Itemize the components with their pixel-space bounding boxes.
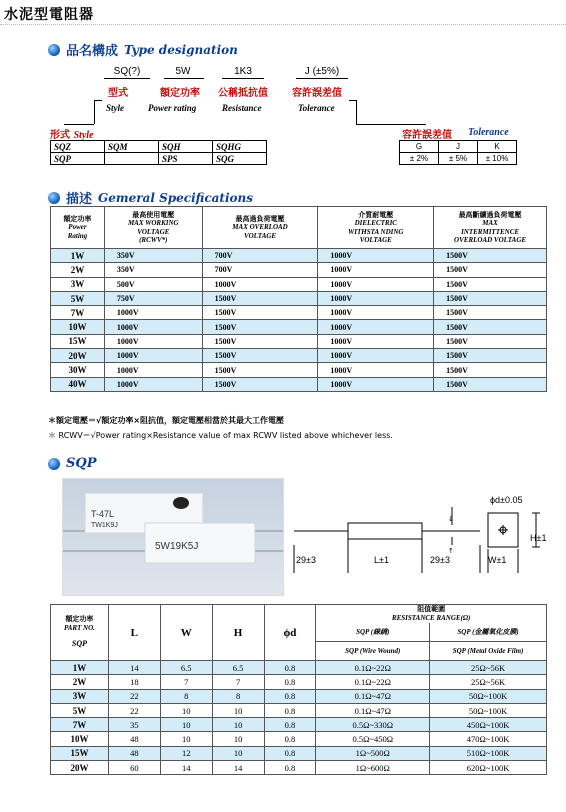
table-cell: 30W bbox=[51, 363, 105, 377]
bullet-icon bbox=[48, 192, 60, 204]
table-cell: 0.5Ω~330Ω bbox=[316, 718, 430, 732]
table-cell: 7W bbox=[51, 718, 109, 732]
table-cell: 35 bbox=[108, 718, 160, 732]
table-cell: 2W bbox=[51, 675, 109, 689]
table-cell: 1000V bbox=[318, 263, 434, 277]
table-cell: 1000V bbox=[202, 277, 318, 291]
table-cell: 450Ω~100K bbox=[430, 718, 547, 732]
header-metal-oxide-cn: SQP (金屬氧化皮膜) bbox=[430, 623, 547, 642]
header-max-overload-voltage: 最高過負荷電壓 MAX OVERLOAD VOLTAGE bbox=[202, 207, 318, 249]
table-cell: 1500V bbox=[202, 377, 318, 391]
resistor-photo-image bbox=[63, 479, 284, 596]
table-cell: 0.1Ω~22Ω bbox=[316, 661, 430, 675]
header-W: W bbox=[160, 605, 212, 661]
table-row bbox=[51, 761, 547, 775]
table-cell: 14 bbox=[160, 761, 212, 775]
table-row bbox=[51, 703, 547, 717]
table-cell: SQP bbox=[51, 153, 105, 165]
general-spec-table bbox=[50, 206, 547, 392]
table-cell: 1500V bbox=[202, 349, 318, 363]
table-row bbox=[51, 306, 547, 320]
bullet-icon bbox=[48, 458, 60, 470]
table-row bbox=[51, 718, 547, 732]
table-cell: 60 bbox=[108, 761, 160, 775]
table-cell: 1500V bbox=[202, 320, 318, 334]
table-cell: SPS bbox=[159, 153, 213, 165]
label-en-tolerance: Tolerance bbox=[298, 103, 335, 113]
table-row bbox=[51, 675, 547, 689]
table-cell: 3W bbox=[51, 277, 105, 291]
type-designation-heading bbox=[48, 40, 238, 59]
table-cell: ± 2% bbox=[400, 153, 439, 165]
table-cell: 1000V bbox=[104, 334, 202, 348]
table-cell: 1500V bbox=[434, 291, 547, 305]
table-cell: 10 bbox=[160, 732, 212, 746]
table-cell: 0.8 bbox=[264, 703, 316, 717]
table-cell: 1000V bbox=[104, 349, 202, 363]
table-cell: 1000V bbox=[318, 320, 434, 334]
connector bbox=[356, 124, 426, 125]
table-cell: 1W bbox=[51, 249, 105, 263]
code-style: SQ(?) bbox=[113, 66, 141, 77]
table-cell: 0.8 bbox=[264, 661, 316, 675]
table-cell: 48 bbox=[108, 746, 160, 760]
table-cell: 700V bbox=[202, 263, 318, 277]
table-cell: 6.5 bbox=[212, 661, 264, 675]
table-row bbox=[400, 141, 517, 153]
table-cell: 1W bbox=[51, 661, 109, 675]
header-power-rating: 額定功率 Power Rating bbox=[51, 207, 105, 249]
header-wire-wound-en: SQP (Wire Wound) bbox=[316, 642, 430, 661]
code-tolerance: J (±5%) bbox=[304, 66, 340, 77]
table-cell: 25Ω~56K bbox=[430, 675, 547, 689]
table-cell: 1500V bbox=[434, 263, 547, 277]
table-cell: 0.8 bbox=[264, 761, 316, 775]
table-cell: 7 bbox=[160, 675, 212, 689]
table-cell: 1000V bbox=[104, 363, 202, 377]
dim-lead-left: 29±3 bbox=[296, 555, 316, 565]
dim-w: W±1 bbox=[488, 555, 507, 565]
table-cell: 2W bbox=[51, 263, 105, 277]
table-cell: 3W bbox=[51, 689, 109, 703]
note-rcwv-en: ＊ RCWV＝√Power rating×Resistance value of max RCWV listed above whichever less. bbox=[48, 431, 393, 440]
label-en-resistance: Resistance bbox=[222, 103, 262, 113]
underline bbox=[296, 78, 348, 79]
photo-text: 5W19K5J bbox=[155, 541, 199, 552]
table-cell: 1500V bbox=[434, 334, 547, 348]
table-cell: SQHG bbox=[213, 141, 267, 153]
table-cell: 22 bbox=[108, 689, 160, 703]
header-L: L bbox=[108, 605, 160, 661]
table-cell: 350V bbox=[104, 249, 202, 263]
table-cell: 510Ω~100K bbox=[430, 746, 547, 760]
table-cell: 25Ω~56K bbox=[430, 661, 547, 675]
table-cell: 1Ω~500Ω bbox=[316, 746, 430, 760]
table-cell: 10W bbox=[51, 732, 109, 746]
table-cell: 0.1Ω~22Ω bbox=[316, 675, 430, 689]
label-cn-tolerance: 容許誤差值 bbox=[292, 88, 342, 99]
label-cn-resistance: 公稱抵抗值 bbox=[218, 88, 268, 99]
underline bbox=[222, 78, 264, 79]
header-metal-oxide-en: SQP (Metal Oxide Film) bbox=[430, 642, 547, 661]
header-intermittence: 最高斷續過負荷電壓 MAX INTERMITTENCE OVERLOAD VOLTAGE bbox=[434, 207, 547, 249]
table-cell: SQH bbox=[159, 141, 213, 153]
table-cell: 14 bbox=[212, 761, 264, 775]
photo-text: TW1K9J bbox=[91, 522, 118, 529]
table-cell: 1500V bbox=[202, 334, 318, 348]
table-cell: K bbox=[478, 141, 517, 153]
table-cell: 1500V bbox=[434, 377, 547, 391]
table-cell: 1500V bbox=[202, 363, 318, 377]
underline bbox=[104, 78, 150, 79]
table-row bbox=[51, 377, 547, 391]
table-cell: 0.8 bbox=[264, 746, 316, 760]
label-cn-style: 型式 bbox=[108, 88, 128, 99]
bullet-icon bbox=[48, 44, 60, 56]
table-cell: 40W bbox=[51, 377, 105, 391]
table-cell: 1500V bbox=[434, 249, 547, 263]
style-table bbox=[50, 140, 267, 165]
table-cell: 50Ω~100K bbox=[430, 703, 547, 717]
table-cell: SQG bbox=[213, 153, 267, 165]
table-row bbox=[51, 249, 547, 263]
table-cell: 14 bbox=[108, 661, 160, 675]
table-row bbox=[51, 746, 547, 760]
table-row bbox=[51, 732, 547, 746]
table-cell: 1000V bbox=[318, 249, 434, 263]
connector bbox=[64, 124, 94, 125]
table-cell: ± 5% bbox=[439, 153, 478, 165]
header-resistance-range: 阻值範圍 RESISTANCE RANGE(Ω) bbox=[316, 605, 547, 623]
table-cell: 1000V bbox=[318, 277, 434, 291]
table-cell: 1500V bbox=[434, 363, 547, 377]
table-cell: 10 bbox=[160, 718, 212, 732]
table-cell: 1000V bbox=[318, 363, 434, 377]
table-cell: 1000V bbox=[318, 306, 434, 320]
table-cell: 8 bbox=[212, 689, 264, 703]
table-cell: 620Ω~100K bbox=[430, 761, 547, 775]
table-cell: 0.8 bbox=[264, 718, 316, 732]
table-cell: 1000V bbox=[104, 306, 202, 320]
underline bbox=[164, 78, 204, 79]
table-cell: ± 10% bbox=[478, 153, 517, 165]
table-row bbox=[51, 320, 547, 334]
tolerance-label-en: Tolerance bbox=[468, 127, 509, 138]
table-cell: 1000V bbox=[104, 377, 202, 391]
table-cell: 10 bbox=[212, 703, 264, 717]
tolerance-table bbox=[399, 140, 517, 165]
table-cell: 0.1Ω~47Ω bbox=[316, 703, 430, 717]
dim-d: ϕd±0.05 bbox=[490, 495, 523, 505]
table-cell: 10W bbox=[51, 320, 105, 334]
table-cell: 10 bbox=[212, 718, 264, 732]
table-cell: 5W bbox=[51, 291, 105, 305]
table-cell: SQM bbox=[105, 141, 159, 153]
table-cell: 350V bbox=[104, 263, 202, 277]
table-row bbox=[51, 141, 267, 153]
general-spec-heading bbox=[48, 188, 253, 207]
connector bbox=[356, 100, 357, 124]
table-cell: 1000V bbox=[318, 291, 434, 305]
table-cell: 5W bbox=[51, 703, 109, 717]
table-cell: 1500V bbox=[434, 320, 547, 334]
table-row bbox=[51, 291, 547, 305]
table-cell: 50Ω~100K bbox=[430, 689, 547, 703]
table-row bbox=[51, 363, 547, 377]
table-cell: 1500V bbox=[434, 306, 547, 320]
resistor-photo bbox=[62, 478, 284, 596]
dim-body: L±1 bbox=[374, 555, 389, 565]
heading-en: SQP bbox=[66, 456, 97, 471]
table-cell: 48 bbox=[108, 732, 160, 746]
code-resistance: 1K3 bbox=[234, 66, 252, 77]
tolerance-label-cn: 容許誤差值 bbox=[402, 130, 452, 141]
connector bbox=[94, 100, 102, 101]
header-d: ϕd bbox=[264, 605, 316, 661]
table-cell: 500V bbox=[104, 277, 202, 291]
table-row bbox=[51, 349, 547, 363]
table-cell: 7 bbox=[212, 675, 264, 689]
table-cell: 10 bbox=[212, 746, 264, 760]
table-cell: 1000V bbox=[318, 334, 434, 348]
table-row bbox=[51, 153, 267, 165]
table-cell: 7W bbox=[51, 306, 105, 320]
page-title: 水泥型電阻器 bbox=[4, 7, 94, 23]
table-cell: 0.8 bbox=[264, 732, 316, 746]
table-row bbox=[400, 153, 517, 165]
table-cell: 1500V bbox=[434, 349, 547, 363]
table-cell: 700V bbox=[202, 249, 318, 263]
table-row bbox=[51, 263, 547, 277]
header-part-no: 額定功率 PART NO. SQP bbox=[51, 605, 109, 661]
table-cell: 12 bbox=[160, 746, 212, 760]
table-cell: 18 bbox=[108, 675, 160, 689]
sqp-table bbox=[50, 604, 547, 775]
table-cell: 20W bbox=[51, 349, 105, 363]
table-cell: 0.8 bbox=[264, 675, 316, 689]
table-cell: 1500V bbox=[434, 277, 547, 291]
table-cell: 10 bbox=[212, 732, 264, 746]
table-row bbox=[51, 689, 547, 703]
heading-en: Gemeral Specifications bbox=[98, 190, 254, 205]
connector bbox=[349, 100, 356, 101]
connector bbox=[94, 100, 95, 124]
table-header-row bbox=[51, 605, 547, 623]
table-cell: 0.5Ω~450Ω bbox=[316, 732, 430, 746]
sqp-heading bbox=[48, 456, 97, 471]
dim-h: H±1 bbox=[530, 533, 547, 543]
table-row bbox=[51, 277, 547, 291]
heading-cn: 描述 bbox=[66, 192, 93, 207]
table-cell: 8 bbox=[160, 689, 212, 703]
table-cell bbox=[105, 153, 159, 165]
table-cell: 1000V bbox=[318, 377, 434, 391]
table-cell: SQZ bbox=[51, 141, 105, 153]
dimension-diagram bbox=[290, 493, 556, 573]
label-cn-power: 額定功率 bbox=[160, 88, 200, 99]
heading-cn: 品名構成 bbox=[66, 44, 119, 59]
table-cell: 0.1Ω~47Ω bbox=[316, 689, 430, 703]
header-dielectric: 介質耐電壓 DIELECTRIC WITHSTA NDING VOLTAGE bbox=[318, 207, 434, 249]
table-cell: 1Ω~600Ω bbox=[316, 761, 430, 775]
table-cell: 0.8 bbox=[264, 689, 316, 703]
dim-lead-right: 29±3 bbox=[430, 555, 450, 565]
table-cell: 1500V bbox=[202, 291, 318, 305]
table-cell: 1000V bbox=[318, 349, 434, 363]
table-cell: 470Ω~100K bbox=[430, 732, 547, 746]
table-cell: 1500V bbox=[202, 306, 318, 320]
table-cell: 15W bbox=[51, 334, 105, 348]
table-cell: J bbox=[439, 141, 478, 153]
table-row bbox=[51, 334, 547, 348]
heading-en: Type designation bbox=[124, 42, 238, 57]
header-H: H bbox=[212, 605, 264, 661]
table-header-row bbox=[51, 207, 547, 249]
label-en-style: Style bbox=[106, 103, 124, 113]
table-cell: 6.5 bbox=[160, 661, 212, 675]
header-wire-wound-cn: SQP (線繞) bbox=[316, 623, 430, 642]
table-cell: 22 bbox=[108, 703, 160, 717]
table-cell: 10 bbox=[160, 703, 212, 717]
code-power: 5W bbox=[175, 66, 191, 77]
photo-text: T-47L bbox=[91, 509, 115, 519]
table-cell: 15W bbox=[51, 746, 109, 760]
svg-text:↓: ↓ bbox=[448, 515, 454, 523]
style-label: 形式 Style bbox=[50, 130, 94, 141]
table-row bbox=[51, 661, 547, 675]
label-en-power: Power rating bbox=[148, 103, 197, 113]
table-cell: 20W bbox=[51, 761, 109, 775]
title-divider bbox=[0, 24, 566, 25]
note-rated-voltage-cn: ＊額定電壓＝√額定功率×阻抗值，額定電壓相當於其最大工作電壓 bbox=[48, 416, 285, 425]
svg-text:↑: ↑ bbox=[448, 547, 454, 555]
table-cell: 750V bbox=[104, 291, 202, 305]
header-max-working-voltage: 最高使用電壓 MAX WORKING VOLTAGE (RCWV*) bbox=[104, 207, 202, 249]
table-cell: G bbox=[400, 141, 439, 153]
table-cell: 1000V bbox=[104, 320, 202, 334]
